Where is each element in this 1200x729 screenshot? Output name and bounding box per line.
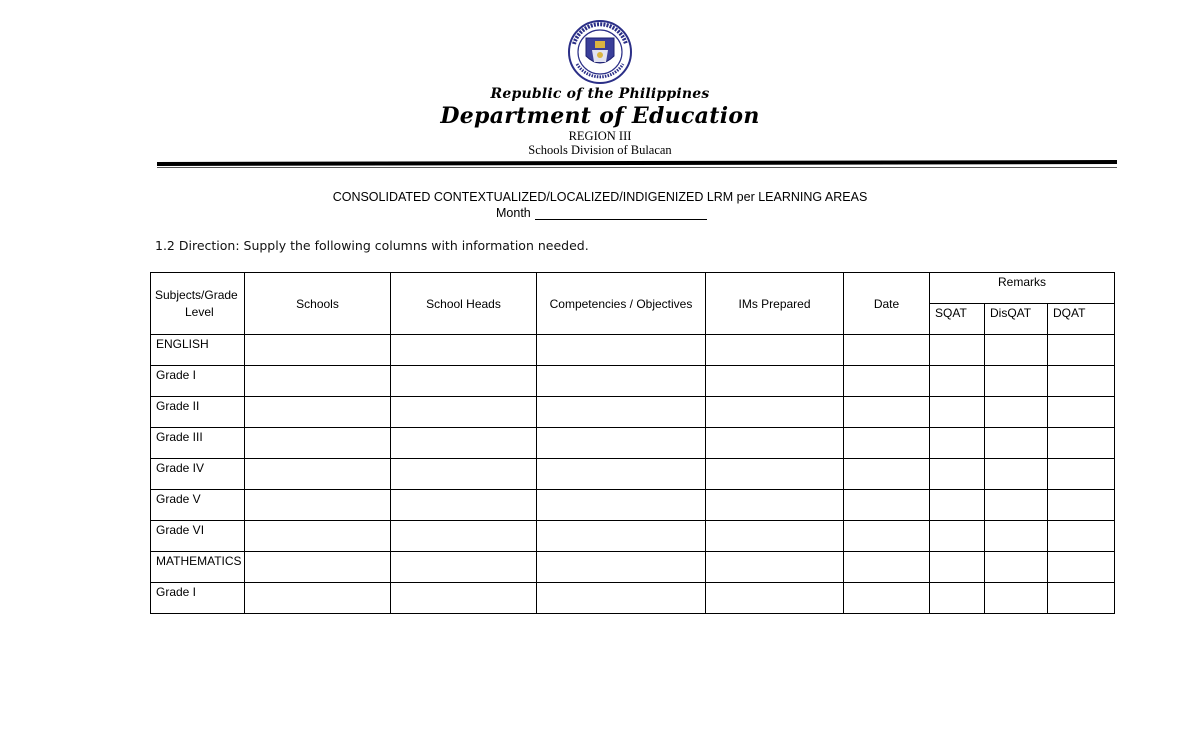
header-dqat: DQAT <box>1048 304 1115 335</box>
table-cell[interactable] <box>1048 335 1115 366</box>
table-cell[interactable] <box>985 428 1048 459</box>
table-row <box>151 366 1115 397</box>
table-row <box>151 490 1115 521</box>
table-cell[interactable] <box>245 366 391 397</box>
table-cell[interactable] <box>930 459 985 490</box>
table-cell[interactable] <box>706 583 844 614</box>
table-cell[interactable] <box>844 335 930 366</box>
table-cell[interactable] <box>391 459 537 490</box>
table-cell[interactable] <box>391 366 537 397</box>
table-cell[interactable] <box>930 490 985 521</box>
table-cell[interactable] <box>985 552 1048 583</box>
row-label: Grade I <box>151 366 245 397</box>
header-subject-line2: Level <box>185 304 214 319</box>
table-row <box>151 459 1115 490</box>
table-cell[interactable] <box>930 521 985 552</box>
table-cell[interactable] <box>706 397 844 428</box>
month-field <box>496 206 707 220</box>
table-cell[interactable] <box>844 552 930 583</box>
table-cell[interactable] <box>1048 459 1115 490</box>
table-cell[interactable] <box>245 490 391 521</box>
row-label: Grade VI <box>151 521 245 552</box>
header-divider <box>157 160 1117 166</box>
table-cell[interactable] <box>844 428 930 459</box>
table-cell[interactable] <box>537 490 706 521</box>
table-cell[interactable] <box>844 490 930 521</box>
form-title: CONSOLIDATED CONTEXTUALIZED/LOCALIZED/INDIGENIZED LRM per LEARNING AREAS <box>332 190 868 204</box>
table-cell[interactable] <box>391 490 537 521</box>
table-cell[interactable] <box>706 335 844 366</box>
table-cell[interactable] <box>537 366 706 397</box>
table-cell[interactable] <box>245 583 391 614</box>
table-cell[interactable] <box>537 583 706 614</box>
table-cell[interactable] <box>706 521 844 552</box>
month-label: Month <box>496 206 531 220</box>
table-cell[interactable] <box>537 552 706 583</box>
table-cell[interactable] <box>1048 490 1115 521</box>
division-label: Schools Division of Bulacan <box>528 143 672 157</box>
table-cell[interactable] <box>706 490 844 521</box>
header-subject-grade <box>151 273 245 335</box>
header-competencies: Competencies / Objectives <box>537 273 706 335</box>
row-label: Grade III <box>151 428 245 459</box>
region-label: REGION III <box>568 129 632 143</box>
table-cell[interactable] <box>844 459 930 490</box>
table-cell[interactable] <box>706 428 844 459</box>
table-cell[interactable] <box>706 366 844 397</box>
table-cell[interactable] <box>1048 366 1115 397</box>
table-cell[interactable] <box>985 521 1048 552</box>
row-label: MATHEMATICS <box>151 552 245 583</box>
table-cell[interactable] <box>537 521 706 552</box>
table-cell[interactable] <box>844 521 930 552</box>
table-cell[interactable] <box>985 366 1048 397</box>
table-cell[interactable] <box>245 521 391 552</box>
table-cell[interactable] <box>391 397 537 428</box>
header-disqat: DisQAT <box>985 304 1048 335</box>
row-label: Grade V <box>151 490 245 521</box>
table-cell[interactable] <box>537 397 706 428</box>
table-cell[interactable] <box>245 428 391 459</box>
table-cell[interactable] <box>391 335 537 366</box>
header-schools: Schools <box>245 273 391 335</box>
table-cell[interactable] <box>245 459 391 490</box>
table-row <box>151 335 1115 366</box>
table-cell[interactable] <box>844 583 930 614</box>
table-cell[interactable] <box>930 335 985 366</box>
header-remarks: Remarks <box>930 273 1115 304</box>
deped-seal-logo <box>559 20 641 84</box>
row-label: ENGLISH <box>151 335 245 366</box>
row-label: Grade I <box>151 583 245 614</box>
table-cell[interactable] <box>1048 583 1115 614</box>
month-blank-line[interactable] <box>535 207 707 220</box>
direction-text: 1.2 Direction: Supply the following columns with information needed. <box>155 238 589 253</box>
table-cell[interactable] <box>537 335 706 366</box>
table-cell[interactable] <box>1048 521 1115 552</box>
table-cell[interactable] <box>985 583 1048 614</box>
table-cell[interactable] <box>391 521 537 552</box>
row-label: Grade II <box>151 397 245 428</box>
table-cell[interactable] <box>930 397 985 428</box>
header-ims-prepared: IMs Prepared <box>706 273 844 335</box>
table-cell[interactable] <box>706 459 844 490</box>
table-cell[interactable] <box>391 552 537 583</box>
table-cell[interactable] <box>985 459 1048 490</box>
table-cell[interactable] <box>930 366 985 397</box>
lrm-table <box>150 272 1115 614</box>
department-heading: Department of Education <box>440 103 760 129</box>
table-cell[interactable] <box>844 366 930 397</box>
table-cell[interactable] <box>391 583 537 614</box>
table-cell[interactable] <box>1048 552 1115 583</box>
table-row <box>151 521 1115 552</box>
header-sqat: SQAT <box>930 304 985 335</box>
table-cell[interactable] <box>930 552 985 583</box>
header-school-heads: School Heads <box>391 273 537 335</box>
table-cell[interactable] <box>930 428 985 459</box>
republic-heading: Republic of the Philippines <box>490 86 710 102</box>
table-cell[interactable] <box>537 459 706 490</box>
header-subject-line1: Subjects/Grade <box>155 287 238 302</box>
header-divider-thin <box>157 167 1117 168</box>
table-cell[interactable] <box>985 397 1048 428</box>
header-date: Date <box>844 273 930 335</box>
table-row <box>151 428 1115 459</box>
row-label: Grade IV <box>151 459 245 490</box>
table-row <box>151 552 1115 583</box>
table-row <box>151 397 1115 428</box>
table-cell[interactable] <box>245 552 391 583</box>
table-cell[interactable] <box>245 335 391 366</box>
table-cell[interactable] <box>1048 428 1115 459</box>
table-row <box>151 583 1115 614</box>
table-cell[interactable] <box>985 335 1048 366</box>
table-cell[interactable] <box>985 490 1048 521</box>
table-cell[interactable] <box>844 397 930 428</box>
table-cell[interactable] <box>391 428 537 459</box>
table-cell[interactable] <box>930 583 985 614</box>
table-cell[interactable] <box>706 552 844 583</box>
table-cell[interactable] <box>245 397 391 428</box>
table-cell[interactable] <box>1048 397 1115 428</box>
table-cell[interactable] <box>537 428 706 459</box>
